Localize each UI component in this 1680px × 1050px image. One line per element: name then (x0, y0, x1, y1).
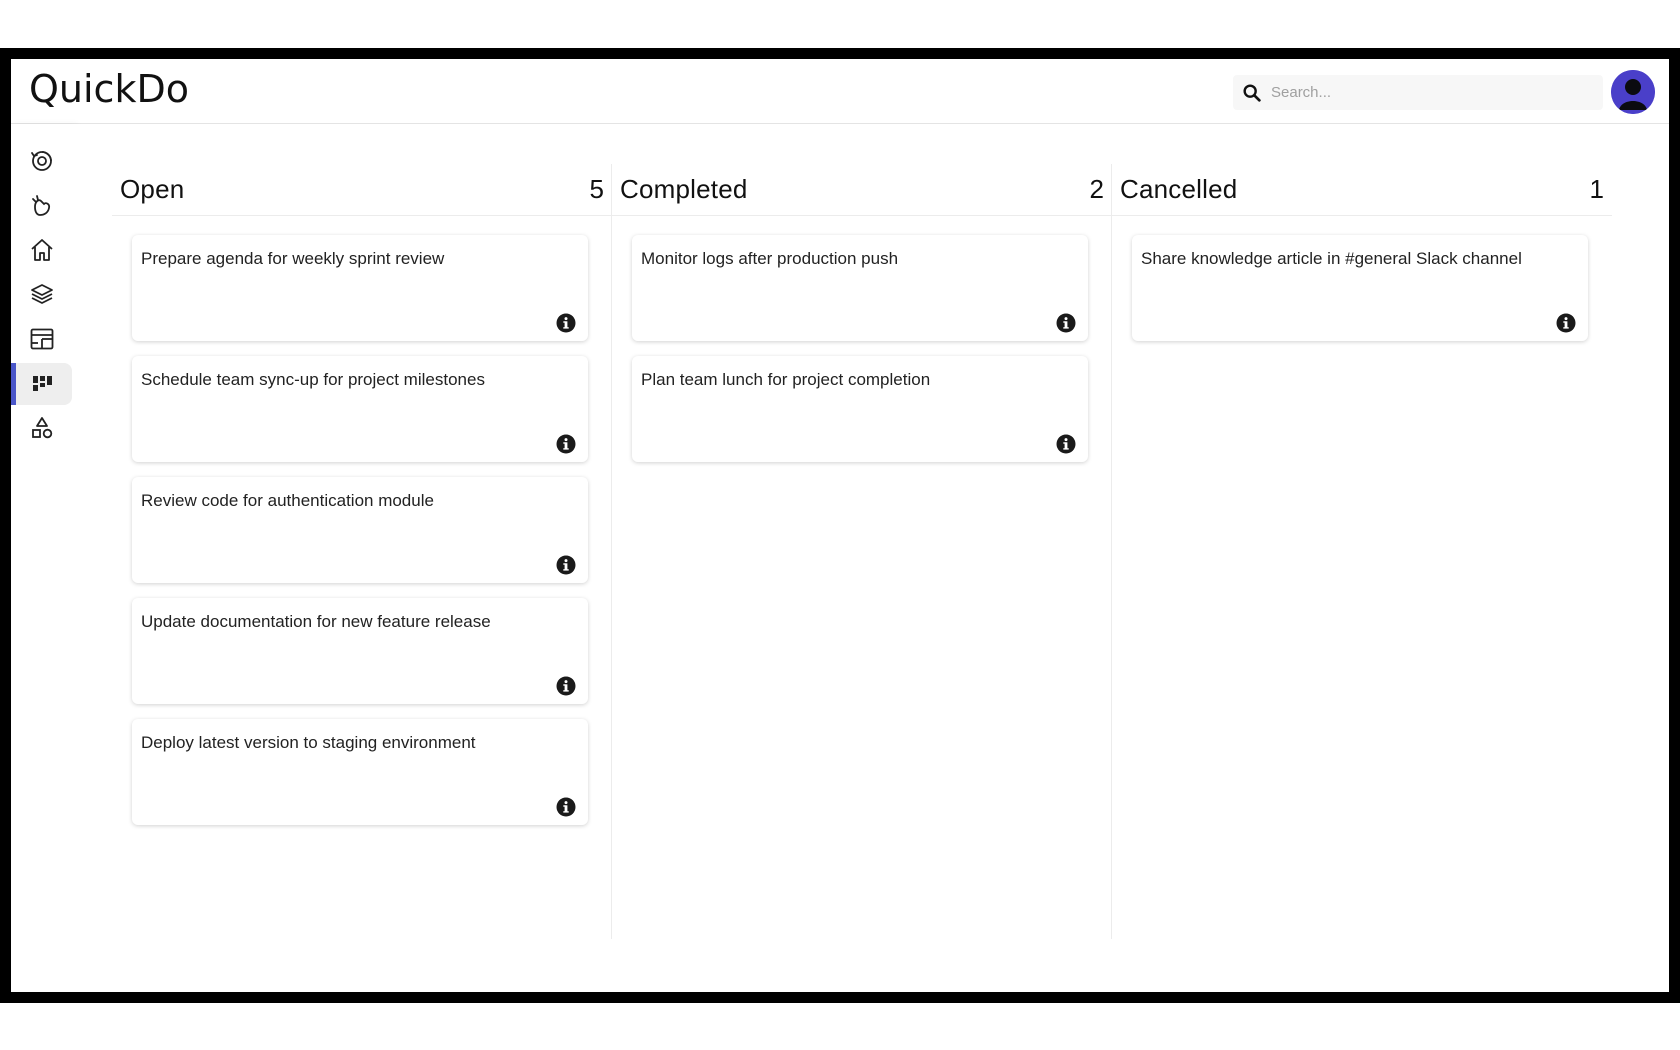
kanban-board-icon (29, 371, 55, 397)
info-icon[interactable] (556, 797, 576, 817)
sidebar-item-shapes[interactable] (11, 407, 72, 449)
column-header (112, 164, 612, 216)
column-title: Open (120, 174, 185, 204)
task-card[interactable] (132, 235, 588, 341)
task-card[interactable] (632, 356, 1088, 462)
info-icon[interactable] (556, 313, 576, 333)
search-input[interactable] (1269, 75, 1594, 110)
info-icon[interactable] (556, 555, 576, 575)
app-header (11, 59, 1669, 124)
search-icon (1241, 82, 1263, 104)
sidebar-item-calendar[interactable] (11, 318, 72, 360)
column-header (612, 164, 1112, 216)
info-icon[interactable] (1056, 313, 1076, 333)
column-count: 5 (589, 174, 604, 204)
sidebar (11, 124, 76, 992)
device-frame (0, 48, 1680, 1003)
task-title: Update documentation for new feature release (141, 612, 491, 631)
task-title: Share knowledge article in #general Slack channel (1141, 249, 1522, 268)
column-completed (612, 164, 1112, 939)
task-card[interactable] (132, 719, 588, 825)
info-icon[interactable] (1556, 313, 1576, 333)
task-card[interactable] (1132, 235, 1588, 341)
rotating-circle-icon (29, 148, 55, 174)
user-silhouette-icon (1611, 70, 1655, 114)
column-title: Cancelled (1120, 174, 1238, 204)
layers-icon (29, 281, 55, 307)
home-icon (29, 237, 55, 263)
column-open (112, 164, 612, 939)
info-icon[interactable] (556, 434, 576, 454)
shapes-icon (29, 415, 55, 441)
avatar[interactable] (1611, 70, 1655, 114)
info-icon[interactable] (556, 676, 576, 696)
board (76, 124, 1669, 992)
task-title: Review code for authentication module (141, 491, 434, 510)
task-title: Prepare agenda for weekly sprint review (141, 249, 445, 268)
column-count: 1 (1589, 174, 1604, 204)
column-header (1112, 164, 1612, 216)
app-screen (11, 59, 1669, 992)
task-card[interactable] (632, 235, 1088, 341)
task-title: Deploy latest version to staging environment (141, 733, 476, 752)
calendar-card-icon (29, 326, 55, 352)
app-logo: QuickDo (29, 67, 189, 111)
task-card[interactable] (132, 477, 588, 583)
task-card[interactable] (132, 356, 588, 462)
task-title: Plan team lunch for project completion (641, 370, 931, 389)
search-box[interactable] (1233, 75, 1603, 110)
sidebar-item-home[interactable] (11, 229, 72, 271)
task-card[interactable] (132, 598, 588, 704)
info-icon[interactable] (1056, 434, 1076, 454)
task-title: Monitor logs after production push (641, 249, 899, 268)
task-title: Schedule team sync-up for project milestones (141, 370, 485, 389)
column-cancelled (1112, 164, 1612, 939)
sidebar-item-dashboard[interactable] (11, 140, 72, 182)
hand-wave-icon (29, 193, 55, 219)
column-count: 2 (1089, 174, 1104, 204)
sidebar-item-board[interactable] (11, 363, 72, 405)
sidebar-item-activity[interactable] (11, 185, 72, 227)
sidebar-item-layers[interactable] (11, 273, 72, 315)
column-title: Completed (620, 174, 748, 204)
